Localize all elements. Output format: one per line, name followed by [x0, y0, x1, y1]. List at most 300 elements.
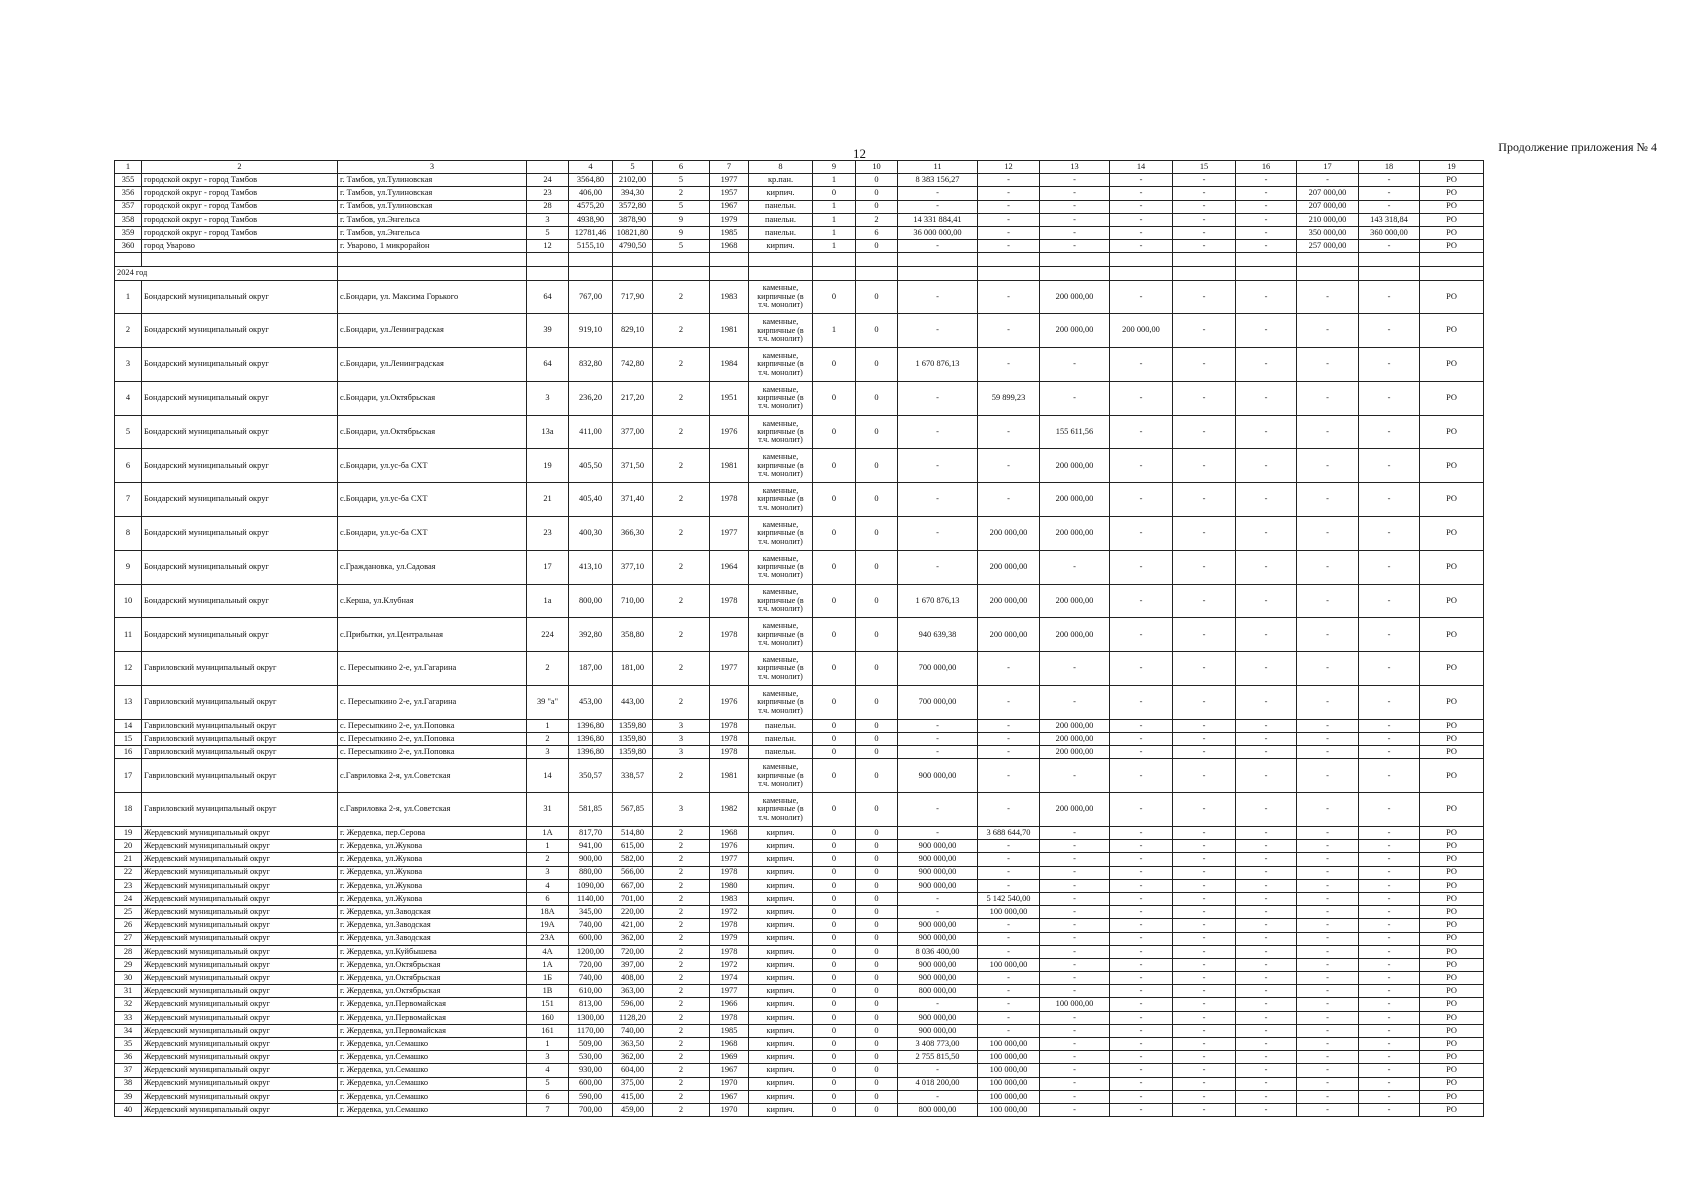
- table-cell: -: [1173, 226, 1236, 239]
- table-cell: 2: [653, 827, 710, 840]
- table-cell: кирпич.: [749, 840, 813, 853]
- table-row: [115, 314, 1484, 348]
- table-row: [115, 759, 1484, 793]
- table-cell: -: [898, 200, 978, 213]
- table-cell: -: [1236, 1024, 1297, 1037]
- table-cell: РО: [1420, 187, 1484, 200]
- table-cell: -: [1173, 866, 1236, 879]
- table-cell: г. Жердевка, ул.Октябрьская: [338, 958, 527, 971]
- table-cell: 31: [115, 985, 142, 998]
- table-row: [115, 174, 1484, 187]
- table-cell: 100 000,00: [978, 1064, 1040, 1077]
- table-cell: -: [1040, 686, 1110, 720]
- column-number-cell: 9: [813, 161, 856, 174]
- table-cell: -: [1359, 240, 1420, 253]
- table-cell: каменные, кирпичные (в т.ч. монолит): [749, 793, 813, 827]
- table-cell: г. Жердевка, ул.Семашко: [338, 1077, 527, 1090]
- table-cell: [653, 267, 710, 280]
- table-cell: 200 000,00: [1040, 449, 1110, 483]
- table-cell: -: [1359, 1077, 1420, 1090]
- table-row: [115, 550, 1484, 584]
- table-cell: -: [1359, 932, 1420, 945]
- table-cell: 6: [527, 892, 569, 905]
- table-cell: каменные, кирпичные (в т.ч. монолит): [749, 759, 813, 793]
- table-cell: РО: [1420, 840, 1484, 853]
- table-cell: -: [1236, 686, 1297, 720]
- table-cell: -: [1359, 998, 1420, 1011]
- table-cell: -: [1297, 280, 1359, 314]
- table-cell: 0: [856, 866, 898, 879]
- table-cell: 5: [653, 174, 710, 187]
- column-number-cell: 4: [569, 161, 613, 174]
- table-cell: 1978: [710, 866, 749, 879]
- table-cell: 3: [527, 866, 569, 879]
- table-cell: -: [1110, 618, 1173, 652]
- table-row: [115, 483, 1484, 517]
- table-cell: 1а: [527, 584, 569, 618]
- table-cell: -: [1173, 517, 1236, 551]
- table-cell: 2: [653, 919, 710, 932]
- table-cell: 0: [813, 998, 856, 1011]
- table-cell: 15: [115, 733, 142, 746]
- table-cell: -: [978, 1011, 1040, 1024]
- table-cell: 1978: [710, 1011, 749, 1024]
- table-cell: 14: [115, 719, 142, 732]
- table-cell: 0: [813, 1077, 856, 1090]
- table-cell: 5: [653, 200, 710, 213]
- table-cell: Бондарский муниципальный округ: [142, 517, 338, 551]
- table-cell: -: [1040, 381, 1110, 415]
- table-cell: РО: [1420, 314, 1484, 348]
- table-cell: 200 000,00: [1040, 483, 1110, 517]
- table-cell: с. Пересыпкино 2-е, ул.Гагарина: [338, 686, 527, 720]
- table-cell: 2: [653, 892, 710, 905]
- table-cell: 24: [115, 892, 142, 905]
- table-cell: 2: [653, 1103, 710, 1116]
- table-cell: -: [1110, 793, 1173, 827]
- table-cell: Жердевский муниципальный округ: [142, 1038, 338, 1051]
- table-cell: 0: [856, 892, 898, 905]
- table-cell: 1968: [710, 240, 749, 253]
- table-cell: кирпич.: [749, 985, 813, 998]
- table-cell: 509,00: [569, 1038, 613, 1051]
- table-cell: 941,00: [569, 840, 613, 853]
- table-cell: 155 611,56: [1040, 415, 1110, 449]
- table-cell: каменные, кирпичные (в т.ч. монолит): [749, 686, 813, 720]
- table-cell: -: [1173, 998, 1236, 1011]
- table-cell: -: [978, 415, 1040, 449]
- table-cell: г. Жердевка, пер.Серова: [338, 827, 527, 840]
- table-cell: 1977: [710, 174, 749, 187]
- table-row: [115, 998, 1484, 1011]
- table-cell: 22: [115, 866, 142, 879]
- table-cell: 3: [115, 348, 142, 382]
- table-row: [115, 584, 1484, 618]
- table-cell: 200 000,00: [1040, 280, 1110, 314]
- table-cell: г. Жердевка, ул.Жукова: [338, 853, 527, 866]
- table-cell: 1978: [710, 733, 749, 746]
- table-row: [115, 1103, 1484, 1116]
- table-cell: 100 000,00: [978, 958, 1040, 971]
- table-cell: 919,10: [569, 314, 613, 348]
- table-cell: 0: [813, 415, 856, 449]
- table-cell: с. Пересыпкино 2-е, ул.Гагарина: [338, 652, 527, 686]
- table-cell: 362,00: [613, 932, 653, 945]
- table-cell: -: [1110, 584, 1173, 618]
- table-cell: 0: [856, 879, 898, 892]
- table-cell: -: [1236, 483, 1297, 517]
- table-cell: 700 000,00: [898, 652, 978, 686]
- table-cell: 13: [115, 686, 142, 720]
- table-cell: 224: [527, 618, 569, 652]
- table-cell: 700 000,00: [898, 686, 978, 720]
- table-cell: РО: [1420, 958, 1484, 971]
- table-cell: -: [1359, 517, 1420, 551]
- table-cell: 24: [527, 174, 569, 187]
- table-cell: с.Бондари, ул.ус-ба СХТ: [338, 449, 527, 483]
- table-cell: -: [1173, 906, 1236, 919]
- table-cell: -: [1359, 827, 1420, 840]
- table-cell: -: [1040, 906, 1110, 919]
- table-cell: 100 000,00: [978, 1103, 1040, 1116]
- table-cell: 0: [856, 240, 898, 253]
- table-cell: -: [1110, 879, 1173, 892]
- table-cell: 1: [813, 314, 856, 348]
- table-cell: 667,00: [613, 879, 653, 892]
- table-cell: Жердевский муниципальный округ: [142, 892, 338, 905]
- table-cell: -: [1110, 1011, 1173, 1024]
- table-cell: -: [1359, 840, 1420, 853]
- table-cell: -: [1040, 759, 1110, 793]
- table-cell: 408,00: [613, 972, 653, 985]
- table-cell: 0: [856, 793, 898, 827]
- table-cell: кирпич.: [749, 945, 813, 958]
- table-cell: 900 000,00: [898, 759, 978, 793]
- table-cell: РО: [1420, 733, 1484, 746]
- table-cell: 0: [856, 1024, 898, 1037]
- table-cell: -: [1040, 187, 1110, 200]
- table-cell: 350 000,00: [1297, 226, 1359, 239]
- table-cell: -: [1297, 1011, 1359, 1024]
- table-cell: -: [1110, 213, 1173, 226]
- table-cell: -: [1297, 733, 1359, 746]
- table-cell: 9: [653, 213, 710, 226]
- table-cell: 1: [527, 719, 569, 732]
- table-cell: г. Жердевка, ул.Жукова: [338, 879, 527, 892]
- table-cell: 0: [856, 719, 898, 732]
- table-cell: Бондарский муниципальный округ: [142, 449, 338, 483]
- table-cell: -: [1297, 618, 1359, 652]
- table-cell: -: [978, 314, 1040, 348]
- table-cell: 0: [813, 1064, 856, 1077]
- table-cell: 4575,20: [569, 200, 613, 213]
- table-cell: 4 018 200,00: [898, 1077, 978, 1090]
- table-cell: 345,00: [569, 906, 613, 919]
- table-cell: с.Бондари, ул.ус-ба СХТ: [338, 483, 527, 517]
- table-cell: кирпич.: [749, 187, 813, 200]
- table-cell: -: [1236, 759, 1297, 793]
- table-cell: -: [1040, 945, 1110, 958]
- table-cell: 900 000,00: [898, 1024, 978, 1037]
- table-cell: 32: [115, 998, 142, 1011]
- table-cell: 220,00: [613, 906, 653, 919]
- table-cell: -: [1297, 1103, 1359, 1116]
- table-cell: -: [1040, 1090, 1110, 1103]
- table-cell: -: [1040, 1038, 1110, 1051]
- table-cell: 720,00: [613, 945, 653, 958]
- table-cell: 5 142 540,00: [978, 892, 1040, 905]
- table-cell: г. Жердевка, ул.Семашко: [338, 1064, 527, 1077]
- table-cell: Жердевский муниципальный округ: [142, 1024, 338, 1037]
- table-cell: РО: [1420, 972, 1484, 985]
- table-cell: -: [898, 998, 978, 1011]
- table-cell: -: [1359, 945, 1420, 958]
- table-cell: каменные, кирпичные (в т.ч. монолит): [749, 415, 813, 449]
- table-cell: 940 639,38: [898, 618, 978, 652]
- table-cell: -: [1297, 840, 1359, 853]
- table-cell: -: [1173, 1090, 1236, 1103]
- table-cell: городской округ - город Тамбов: [142, 174, 338, 187]
- table-cell: 0: [856, 348, 898, 382]
- table-cell: 0: [813, 793, 856, 827]
- table-cell: -: [1110, 1038, 1173, 1051]
- table-cell: РО: [1420, 348, 1484, 382]
- table-cell: 0: [813, 866, 856, 879]
- table-cell: 392,80: [569, 618, 613, 652]
- table-cell: 39: [115, 1090, 142, 1103]
- column-number-cell: 3: [338, 161, 527, 174]
- table-cell: -: [1110, 200, 1173, 213]
- table-cell: Жердевский муниципальный округ: [142, 1011, 338, 1024]
- table-cell: 14: [527, 759, 569, 793]
- table-cell: -: [1359, 550, 1420, 584]
- table-cell: -: [1110, 280, 1173, 314]
- table-cell: 338,57: [613, 759, 653, 793]
- table-cell: 0: [813, 759, 856, 793]
- table-cell: -: [898, 1090, 978, 1103]
- table-cell: г. Жердевка, ул.Семашко: [338, 1038, 527, 1051]
- table-cell: 0: [856, 1011, 898, 1024]
- table-cell: 200 000,00: [978, 618, 1040, 652]
- table-cell: 151: [527, 998, 569, 1011]
- table-row: [115, 1051, 1484, 1064]
- table-cell: -: [1110, 840, 1173, 853]
- table-cell: 1170,00: [569, 1024, 613, 1037]
- table-cell: 2: [653, 1024, 710, 1037]
- table-cell: 0: [856, 314, 898, 348]
- table-row: [115, 958, 1484, 971]
- table-cell: г. Жердевка, ул.Первомайская: [338, 998, 527, 1011]
- table-row: [115, 827, 1484, 840]
- table-cell: [813, 253, 856, 267]
- table-cell: [1110, 267, 1173, 280]
- table-cell: -: [1040, 827, 1110, 840]
- table-cell: -: [1173, 892, 1236, 905]
- table-cell: городской округ - город Тамбов: [142, 200, 338, 213]
- table-cell: [1236, 253, 1297, 267]
- table-cell: 19: [527, 449, 569, 483]
- table-cell: [749, 253, 813, 267]
- table-cell: 1090,00: [569, 879, 613, 892]
- table-cell: 1979: [710, 213, 749, 226]
- table-cell: -: [1359, 759, 1420, 793]
- table-cell: 1978: [710, 483, 749, 517]
- table-cell: 0: [813, 550, 856, 584]
- table-cell: -: [898, 793, 978, 827]
- table-cell: -: [1236, 652, 1297, 686]
- table-cell: 720,00: [569, 958, 613, 971]
- table-cell: -: [898, 733, 978, 746]
- table-cell: 19: [115, 827, 142, 840]
- table-cell: кирпич.: [749, 998, 813, 1011]
- table-cell: Гавриловский муниципальный округ: [142, 719, 338, 732]
- table-cell: -: [1297, 746, 1359, 759]
- table-cell: 3: [527, 213, 569, 226]
- table-cell: 1967: [710, 1090, 749, 1103]
- table-cell: -: [1359, 958, 1420, 971]
- table-cell: 1: [813, 213, 856, 226]
- table-cell: 0: [856, 415, 898, 449]
- table-cell: -: [1173, 415, 1236, 449]
- table-cell: с. Пересыпкино 2-е, ул.Поповка: [338, 746, 527, 759]
- table-cell: 0: [856, 483, 898, 517]
- table-cell: 2: [653, 618, 710, 652]
- table-cell: 257 000,00: [1297, 240, 1359, 253]
- table-cell: -: [1297, 958, 1359, 971]
- table-cell: РО: [1420, 213, 1484, 226]
- table-cell: 832,80: [569, 348, 613, 382]
- table-cell: 200 000,00: [1040, 618, 1110, 652]
- table-cell: 0: [813, 892, 856, 905]
- table-cell: город Уварово: [142, 240, 338, 253]
- table-cell: кирпич.: [749, 1103, 813, 1116]
- table-cell: -: [1173, 919, 1236, 932]
- table-cell: -: [1110, 932, 1173, 945]
- table-cell: 2: [653, 958, 710, 971]
- table-cell: городской округ - город Тамбов: [142, 213, 338, 226]
- table-cell: -: [1297, 892, 1359, 905]
- table-cell: -: [978, 240, 1040, 253]
- table-cell: -: [1359, 1103, 1420, 1116]
- table-cell: 31: [527, 793, 569, 827]
- table-cell: РО: [1420, 827, 1484, 840]
- table-row: [115, 280, 1484, 314]
- table-cell: 1359,80: [613, 733, 653, 746]
- table-cell: 1: [813, 174, 856, 187]
- table-cell: [569, 253, 613, 267]
- table-cell: -: [1359, 618, 1420, 652]
- table-row: [115, 1077, 1484, 1090]
- table-cell: 600,00: [569, 1077, 613, 1090]
- table-cell: -: [1236, 958, 1297, 971]
- table-cell: -: [1236, 1090, 1297, 1103]
- table-cell: 3572,80: [613, 200, 653, 213]
- table-cell: -: [1173, 240, 1236, 253]
- table-cell: -: [1173, 1103, 1236, 1116]
- table-cell: 0: [813, 1011, 856, 1024]
- table-cell: 1978: [710, 746, 749, 759]
- table-cell: Гавриловский муниципальный округ: [142, 733, 338, 746]
- table-cell: -: [1173, 972, 1236, 985]
- table-cell: -: [1359, 733, 1420, 746]
- table-cell: -: [1173, 1024, 1236, 1037]
- table-cell: 23: [527, 517, 569, 551]
- table-cell: -: [1040, 985, 1110, 998]
- table-cell: -: [898, 483, 978, 517]
- table-cell: с.Бондари, ул.Октябрьская: [338, 381, 527, 415]
- table-cell: 0: [813, 1103, 856, 1116]
- table-cell: -: [978, 866, 1040, 879]
- table-cell: 566,00: [613, 866, 653, 879]
- table-cell: Бондарский муниципальный округ: [142, 618, 338, 652]
- table-row: [115, 879, 1484, 892]
- table-cell: 17: [527, 550, 569, 584]
- table-cell: РО: [1420, 200, 1484, 213]
- table-cell: 0: [856, 998, 898, 1011]
- table-cell: РО: [1420, 998, 1484, 1011]
- table-row: [115, 686, 1484, 720]
- table-cell: 2: [653, 998, 710, 1011]
- table-cell: -: [1173, 174, 1236, 187]
- table-cell: -: [1236, 906, 1297, 919]
- table-cell: 2: [653, 348, 710, 382]
- table-cell: -: [1236, 381, 1297, 415]
- table-cell: -: [1236, 415, 1297, 449]
- table-cell: -: [1110, 1077, 1173, 1090]
- table-cell: -: [978, 449, 1040, 483]
- table-cell: РО: [1420, 584, 1484, 618]
- table-cell: 5: [527, 1077, 569, 1090]
- table-cell: 3878,90: [613, 213, 653, 226]
- table-cell: РО: [1420, 240, 1484, 253]
- table-cell: -: [1236, 998, 1297, 1011]
- table-cell: 0: [856, 945, 898, 958]
- table-cell: -: [1173, 618, 1236, 652]
- table-cell: -: [1110, 945, 1173, 958]
- table-cell: с.Бондари, ул.Ленинградская: [338, 314, 527, 348]
- table-cell: -: [1173, 985, 1236, 998]
- table-cell: 10: [115, 584, 142, 618]
- table-cell: -: [1173, 200, 1236, 213]
- table-cell: -: [978, 759, 1040, 793]
- table-cell: Жердевский муниципальный округ: [142, 906, 338, 919]
- table-cell: 5: [115, 415, 142, 449]
- table-cell: 0: [856, 686, 898, 720]
- table-cell: 900 000,00: [898, 853, 978, 866]
- table-cell: Бондарский муниципальный округ: [142, 348, 338, 382]
- table-cell: -: [1297, 906, 1359, 919]
- table-cell: 710,00: [613, 584, 653, 618]
- table-cell: -: [978, 187, 1040, 200]
- table-cell: Гавриловский муниципальный округ: [142, 686, 338, 720]
- table-cell: 1976: [710, 840, 749, 853]
- table-cell: 590,00: [569, 1090, 613, 1103]
- table-cell: 900 000,00: [898, 958, 978, 971]
- table-cell: -: [1040, 879, 1110, 892]
- table-row: [115, 517, 1484, 551]
- table-cell: 23: [115, 879, 142, 892]
- table-cell: -: [978, 985, 1040, 998]
- table-cell: 40: [115, 1103, 142, 1116]
- table-cell: -: [1173, 1077, 1236, 1090]
- table-cell: с.Гавриловка 2-я, ул.Советская: [338, 793, 527, 827]
- table-cell: 5: [527, 226, 569, 239]
- table-cell: 160: [527, 1011, 569, 1024]
- table-cell: 1359,80: [613, 746, 653, 759]
- table-cell: -: [1359, 972, 1420, 985]
- table-cell: 900 000,00: [898, 1011, 978, 1024]
- table-cell: -: [1297, 1077, 1359, 1090]
